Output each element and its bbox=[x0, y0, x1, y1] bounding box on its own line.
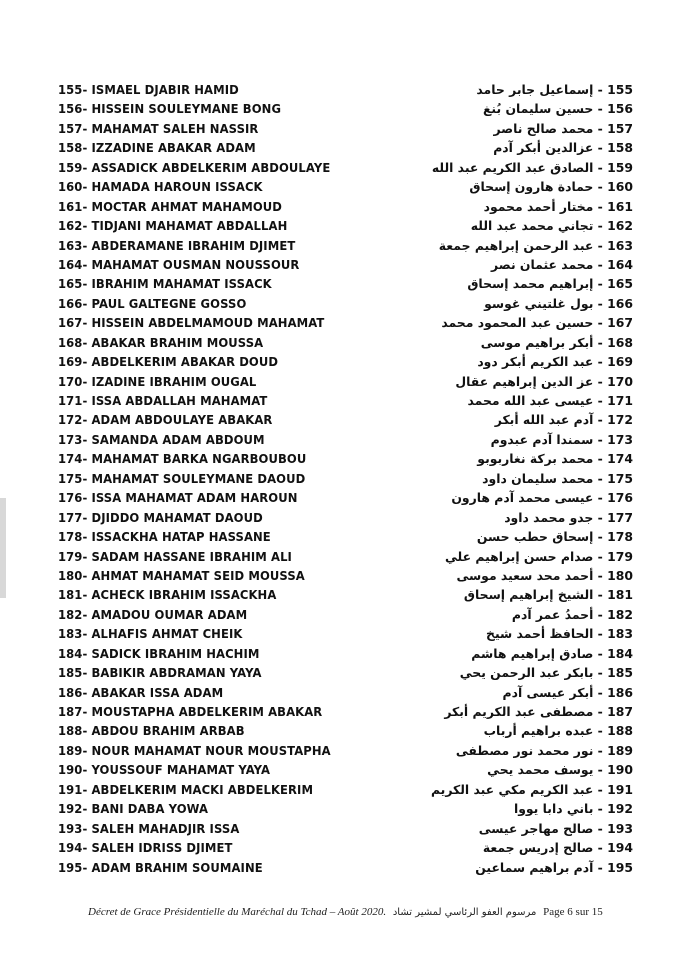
name-arabic: 195 - آدم براهيم سماعين bbox=[475, 859, 633, 875]
name-arabic: 156 - حسين سليمان بُنغ bbox=[482, 101, 633, 117]
name-latin: 185- BABIKIR ABDRAMAN YAYA bbox=[58, 665, 262, 681]
name-latin: 191- ABDELKERIM MACKI ABDELKERIM bbox=[58, 781, 314, 797]
name-latin: 158- IZZADINE ABAKAR ADAM bbox=[58, 140, 256, 156]
name-arabic: 169 - عبد الكريم أبكر دود bbox=[477, 354, 633, 370]
name-latin: 162- TIDJANI MAHAMAT ABDALLAH bbox=[58, 218, 288, 234]
list-item bbox=[58, 274, 633, 293]
list-item bbox=[58, 605, 633, 624]
name-arabic: 184 - صادق إبراهيم هاشم bbox=[471, 645, 633, 661]
name-latin: 187- MOUSTAPHA ABDELKERIM ABAKAR bbox=[58, 704, 323, 719]
name-latin: 173- SAMANDA ADAM ABDOUM bbox=[58, 431, 265, 447]
name-latin: 171- ISSA ABDALLAH MAHAMAT bbox=[58, 393, 268, 408]
list-item bbox=[58, 119, 633, 138]
pardon-list bbox=[58, 80, 633, 877]
name-latin: 178- ISSACKHA HATAP HASSANE bbox=[58, 529, 271, 545]
name-arabic: 170 - عز الدين إبراهيم عقال bbox=[455, 373, 633, 389]
name-latin: 195- ADAM BRAHIM SOUMAINE bbox=[58, 859, 263, 875]
name-arabic: 158 - عزالدين أبكر آدم bbox=[493, 140, 633, 156]
name-arabic: 187 - مصطفى عبد الكريم أبكر bbox=[444, 704, 633, 719]
name-arabic: 171 - عيسى عبد الله محمد bbox=[467, 393, 633, 408]
name-latin: 159- ASSADICK ABDELKERIM ABDOULAYE bbox=[58, 159, 331, 175]
name-arabic: 189 - نور محمد نور مصطفى bbox=[455, 742, 633, 758]
name-arabic: 193 - صالح مهاجر عيسى bbox=[478, 820, 633, 836]
list-item bbox=[58, 430, 633, 449]
name-arabic: 182 - أحمدُ عمر آدم bbox=[511, 606, 633, 622]
list-item bbox=[58, 177, 633, 196]
name-arabic: 174 - محمد بركة نغاربوبو bbox=[477, 451, 633, 467]
list-item bbox=[58, 721, 633, 740]
name-latin: 188- ABDOU BRAHIM ARBAB bbox=[58, 723, 245, 739]
name-latin: 160- HAMADA HAROUN ISSACK bbox=[58, 179, 263, 195]
footer-decree-title-ar: مرسوم العفو الرئاسي لمشير تشاد bbox=[392, 907, 537, 918]
list-item bbox=[58, 663, 633, 682]
name-arabic: 157 - محمد صالح ناصر bbox=[493, 120, 633, 136]
name-arabic: 172 - آدم عبد الله أبكر bbox=[494, 412, 633, 428]
name-latin: 182- AMADOU OUMAR ADAM bbox=[58, 606, 248, 622]
name-arabic: 165 - إبراهيم محمد إسحاق bbox=[467, 276, 633, 292]
name-arabic: 164 - محمد عثمان نصر bbox=[491, 256, 633, 272]
name-latin: 177- DJIDDO MAHAMAT DAOUD bbox=[58, 509, 263, 525]
list-item bbox=[58, 449, 633, 468]
name-latin: 169- ABDELKERIM ABAKAR DOUD bbox=[58, 354, 279, 370]
page-footer bbox=[88, 906, 633, 918]
list-item bbox=[58, 352, 633, 371]
name-latin: 163- ABDERAMANE IBRAHIM DJIMET bbox=[58, 237, 296, 253]
name-arabic: 162 - تجاني محمد عبد الله bbox=[470, 218, 633, 234]
name-arabic: 175 - محمد سليمان داود bbox=[482, 470, 633, 486]
list-item bbox=[58, 799, 633, 818]
name-latin: 157- MAHAMAT SALEH NASSIR bbox=[58, 120, 259, 136]
name-latin: 166- PAUL GALTEGNE GOSSO bbox=[58, 295, 247, 311]
name-latin: 170- IZADINE IBRAHIM OUGAL bbox=[58, 373, 257, 389]
list-item bbox=[58, 547, 633, 566]
name-latin: 181- ACHECK IBRAHIM ISSACKHA bbox=[58, 587, 277, 603]
name-latin: 176- ISSA MAHAMAT ADAM HAROUN bbox=[58, 490, 298, 506]
name-arabic: 155 - إسماعيل جابر حامد bbox=[476, 82, 633, 97]
name-arabic: 160 - حمادة هارون إسحاق bbox=[469, 179, 633, 195]
name-latin: 194- SALEH IDRISS DJIMET bbox=[58, 840, 233, 856]
name-arabic: 176 - عيسى محمد آدم هارون bbox=[451, 490, 633, 506]
list-item bbox=[58, 819, 633, 838]
name-arabic: 190 - يوسف محمد يحي bbox=[487, 762, 633, 778]
list-item bbox=[58, 294, 633, 313]
list-item bbox=[58, 644, 633, 663]
list-item bbox=[58, 585, 633, 604]
list-item bbox=[58, 488, 633, 507]
list-item bbox=[58, 80, 633, 99]
name-arabic: 178 - إسحاق حطب حسن bbox=[476, 529, 633, 545]
list-item bbox=[58, 410, 633, 429]
list-item bbox=[58, 313, 633, 332]
list-item bbox=[58, 566, 633, 585]
list-item bbox=[58, 702, 633, 721]
list-item bbox=[58, 683, 633, 702]
name-arabic: 181 - الشيخ إبراهيم إسحاق bbox=[463, 587, 633, 603]
list-item bbox=[58, 372, 633, 391]
name-latin: 189- NOUR MAHAMAT NOUR MOUSTAPHA bbox=[58, 742, 331, 758]
name-arabic: 186 - أبكر عيسى آدم bbox=[502, 684, 633, 700]
list-item bbox=[58, 333, 633, 352]
name-arabic: 188 - عبده براهيم أرباب bbox=[483, 723, 633, 739]
name-arabic: 180 - أحمد محد سعيد موسى bbox=[456, 567, 633, 583]
name-arabic: 179 - صدام حسن إبراهيم علي bbox=[444, 548, 633, 564]
name-arabic: 192 - باني دابا يووا bbox=[513, 801, 633, 817]
name-latin: 175- MAHAMAT SOULEYMANE DAOUD bbox=[58, 470, 306, 486]
name-latin: 183- ALHAFIS AHMAT CHEIK bbox=[58, 626, 243, 642]
list-item bbox=[58, 858, 633, 877]
name-arabic: 191 - عبد الكريم مكي عبد الكريم bbox=[430, 781, 633, 797]
name-arabic: 163 - عبد الرحمن إبراهيم جمعة bbox=[438, 237, 633, 253]
list-item bbox=[58, 624, 633, 643]
name-arabic: 159 - الصادق عبد الكريم عبد الله bbox=[431, 159, 633, 175]
list-item bbox=[58, 255, 633, 274]
name-latin: 180- AHMAT MAHAMAT SEID MOUSSA bbox=[58, 567, 305, 583]
name-arabic: 161 - مختار أحمد محمود bbox=[483, 198, 633, 214]
name-latin: 165- IBRAHIM MAHAMAT ISSACK bbox=[58, 276, 272, 292]
name-latin: 164- MAHAMAT OUSMAN NOUSSOUR bbox=[58, 256, 300, 272]
name-arabic: 166 - بول غلتيني غوسو bbox=[484, 295, 633, 311]
list-item bbox=[58, 527, 633, 546]
list-item bbox=[58, 236, 633, 255]
name-latin: 174- MAHAMAT BARKA NGARBOUBOU bbox=[58, 451, 307, 467]
list-item bbox=[58, 741, 633, 760]
list-item bbox=[58, 760, 633, 779]
list-item bbox=[58, 780, 633, 799]
name-latin: 179- SADAM HASSANE IBRAHIM ALI bbox=[58, 548, 292, 564]
list-item bbox=[58, 158, 633, 177]
name-latin: 161- MOCTAR AHMAT MAHAMOUD bbox=[58, 198, 282, 214]
name-latin: 186- ABAKAR ISSA ADAM bbox=[58, 684, 224, 700]
name-arabic: 194 - صالح إدريس جمعة bbox=[482, 840, 633, 856]
name-latin: 193- SALEH MAHADJIR ISSA bbox=[58, 820, 240, 836]
name-arabic: 177 - جدو محمد داود bbox=[504, 509, 633, 525]
name-latin: 192- BANI DABA YOWA bbox=[58, 801, 209, 817]
list-item bbox=[58, 838, 633, 857]
name-latin: 155- ISMAEL DJABIR HAMID bbox=[58, 82, 239, 97]
name-latin: 156- HISSEIN SOULEYMANE BONG bbox=[58, 101, 282, 117]
list-item bbox=[58, 216, 633, 235]
name-latin: 167- HISSEIN ABDELMAMOUD MAHAMAT bbox=[58, 315, 325, 331]
list-item bbox=[58, 391, 633, 410]
list-item bbox=[58, 508, 633, 527]
footer-decree-title-fr: Décret de Grace Présidentielle du Maréchal du Tchad – Août 2020. bbox=[88, 906, 387, 918]
name-latin: 172- ADAM ABDOULAYE ABAKAR bbox=[58, 412, 273, 428]
name-arabic: 168 - أبكر براهيم موسى bbox=[480, 334, 633, 350]
name-arabic: 185 - بابكر عبد الرحمن يحي bbox=[459, 665, 633, 681]
name-arabic: 173 - سمندا آدم عبدوم bbox=[490, 431, 633, 447]
list-item bbox=[58, 469, 633, 488]
name-arabic: 183 - الحافظ أحمد شيخ bbox=[486, 626, 633, 642]
list-item bbox=[58, 197, 633, 216]
name-arabic: 167 - حسين عبد المحمود محمد bbox=[441, 315, 633, 331]
name-latin: 184- SADICK IBRAHIM HACHIM bbox=[58, 645, 260, 661]
name-latin: 168- ABAKAR BRAHIM MOUSSA bbox=[58, 334, 264, 350]
list-item bbox=[58, 99, 633, 118]
list-item bbox=[58, 138, 633, 157]
page-number: Page 6 sur 15 bbox=[543, 906, 603, 918]
name-latin: 190- YOUSSOUF MAHAMAT YAYA bbox=[58, 762, 271, 778]
scan-edge-mark bbox=[0, 498, 6, 598]
